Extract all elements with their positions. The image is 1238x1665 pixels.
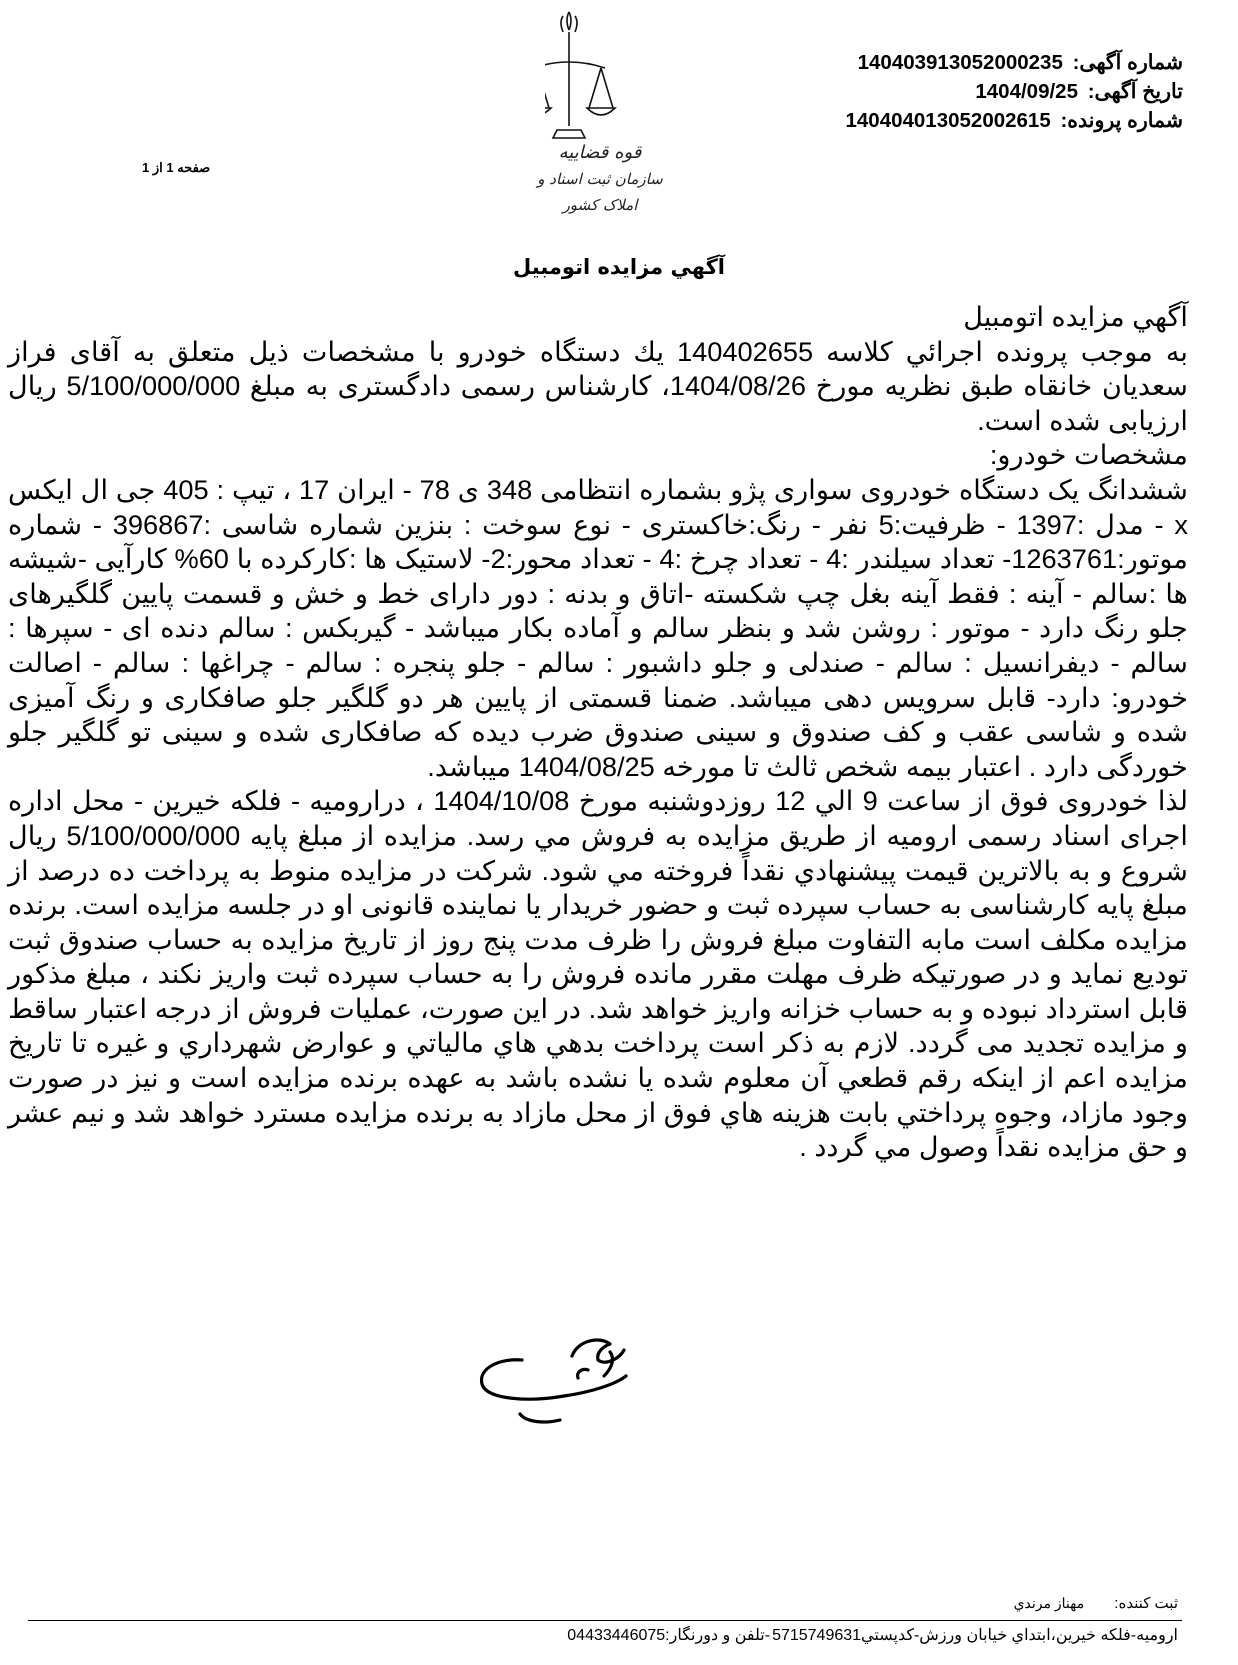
footer-divider [28, 1620, 1182, 1621]
file-number-label: شماره پرونده: [1060, 109, 1183, 132]
footer-address-line [567, 1625, 1178, 1645]
notice-date-label: تاریخ آگهی: [1087, 80, 1183, 103]
phone-label: -تلفن و دورنگار: [665, 1627, 771, 1644]
body-paragraph-heading: آگهي مزايده اتومبيل [963, 301, 1188, 332]
emblem-caption [520, 140, 680, 218]
registrar-name: مهناز مرندي [1013, 1595, 1085, 1611]
file-number-row [763, 106, 1183, 135]
file-number: 140404013052002615 [845, 109, 1051, 132]
notice-number: 140403913052000235 [857, 51, 1063, 74]
body-paragraph-intro: به موجب پرونده اجرائي كلاسه 140402655 يك دستگاه خودرو با مشخصات ذيل متعلق به آقای فراز سعدیان خانقاه طبق نظريه مورخ 1404/08/26، کارشناس رسمی دادگستری به مبلغ 5/100/000/000 ريال ارزيابی شده است. [8, 335, 1189, 436]
notice-date: 1404/09/25 [975, 80, 1078, 103]
body-paragraph-specs: ششدانگ یک دستگاه خودروی سواری پژو بشماره انتظامی 348 ی 78 - ایران 17 ، تیپ : 405 جی ال ایکس x - مدل :1397 - ظرفیت:5 نفر - رنگ:خاکستری - نوع سوخت : بنزین شماره شاسی :396867 - شماره موتور:1263761- تعداد سیلندر :4 - تعداد چرخ :4 - تعداد محور:2- لاستیک ها :کارکرده با 60% کارآیی -شیشه ها :سالم - آینه : فقط آینه بغل چپ شکسته -اتاق و بدنه : دور دارای خط و خش و قسمت پایین گلگیرهای جلو رنگ دارد - موتور : روشن شد و بنظر سالم و آماده بکار میباشد - گیربکس : سالم دنده ای - سپرها : سالم - دیفرانسیل : سالم - صندلی و جلو داشبور : سالم - جلو پنجره : سالم - چراغها : سالم - اصالت خودرو: دارد- قابل سرویس دهی میباشد. ضمنا قسمتی از پایین هر دو گلگیر جلو صافکاری و رنگ آمیزی شده و شاسی عقب و کف صندوق و سینی صندوق ضرب دیده که صافکاری شده و سینی تو گلگیر جلو خوردگی دارد . اعتبار بیمه شخص ثالث تا مورخه 1404/08/25 میباشد. [8, 473, 1189, 782]
notice-date-row [763, 77, 1183, 106]
signature-icon [460, 1300, 690, 1450]
emblem-caption-line1: قوه قضاییه [558, 142, 642, 163]
emblem-caption-line2: سازمان ثبت اسناد و املاک کشور [537, 170, 663, 214]
notice-number-label: شماره آگهی: [1072, 51, 1183, 74]
registrar [1014, 1594, 1178, 1612]
phone-number: 04433446075 [567, 1627, 666, 1644]
handwritten-signature [460, 1300, 690, 1450]
notice-number-row [763, 48, 1183, 77]
notice-body [8, 300, 1188, 1165]
body-paragraph-specs-heading: مشخصات خودرو: [989, 439, 1188, 471]
office-address: ارومیه-فلکه خيرين،ابتداي خيابان ورزش-کدپستي5715749631 [772, 1627, 1178, 1644]
registrar-label: ثبت کننده: [1114, 1595, 1178, 1612]
page-indicator: صفحه 1 از 1 [142, 160, 211, 175]
notice-header [763, 48, 1183, 135]
notice-title: آگهي مزايده اتومبيل [513, 255, 725, 279]
body-paragraph-terms: لذا خودروی فوق از ساعت 9 الي 12 روزدوشنبه مورخ 1404/10/08 ، درارومیه - فلکه خیرین - محل اداره اجرای اسناد رسمی ارومیه از طريق مزايده به فروش مي رسد. مزايده از مبلغ پايه 5/100/000/000 ريال شروع و به بالاترين قيمت پيشنهادي نقداً فروخته مي شود. شرکت در مزایده منوط به پرداخت ده درصد از مبلغ پایه کارشناسی به حساب سپرده ثبت و حضور خریدار یا نماینده قانونی او در جلسه مزایده است. برنده مزایده مکلف است مابه التفاوت مبلغ فروش را ظرف مدت پنج روز از تاریخ مزایده به حساب صندوق ثبت توديع نمايد و در صورتيکه ظرف مهلت مقرر مانده فروش را به حساب سپرده ثبت واریز نکند ، مبلغ مذکور قابل استرداد نبوده و به حساب خزانه واریز خواهد شد. در اين صورت، عمليات فروش از درجه اعتبار ساقط و مزايده تجديد می گردد. لازم به ذکر است پرداخت بدهي هاي مالياتي و عوارض شهرداري و غيره تا تاريخ مزايده اعم از اينکه رقم قطعي آن معلوم شده يا نشده باشد به عهده برنده مزايده است و نيز در صورت وجود مازاد، وجوه پرداختي بابت هزينه هاي فوق از محل مازاد به برنده مزايده مسترد خواهد شد و نيم عشر و حق مزايده نقداً وصول مي گردد . [8, 785, 1188, 1163]
